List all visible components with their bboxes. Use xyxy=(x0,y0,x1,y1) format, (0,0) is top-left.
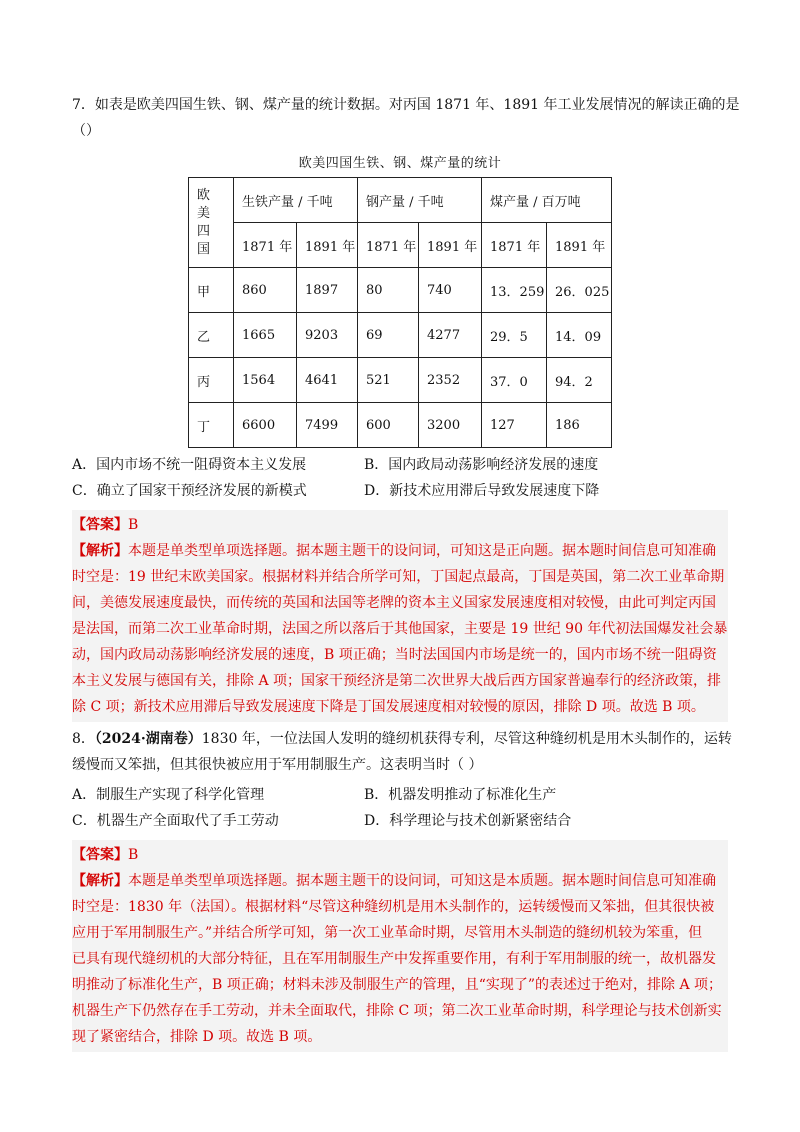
table-row xyxy=(189,403,612,448)
q7-analysis-line: 除 C 项；新技术应用滞后导致发展速度下降是丁国发展速度相对较慢的原因，排除 D 项。故选 B 项。 xyxy=(72,699,705,715)
q7-answer-block xyxy=(72,510,728,722)
table-cell: 127 xyxy=(482,403,547,448)
table-cell: 9203 xyxy=(297,313,358,358)
question-8 xyxy=(72,726,732,1052)
q7-analysis-line: 动，国内政局动荡影响经济发展的速度，B 项正确；当时法国国内市场是统一的，国内市场不统一阻碍资 xyxy=(72,647,717,663)
answer-label: 【答案】 xyxy=(72,517,128,533)
year-header: 1871 年 xyxy=(234,223,297,268)
production-table xyxy=(188,177,612,448)
q8-analysis-line: 机器生产下仍然存在手工劳动，并未全面取代，排除 C 项；第二次工业革命时期，科学理论与技术创新实 xyxy=(72,1003,722,1019)
q8-analysis-line: 明推动了标准化生产，B 项正确；材料未涉及制服生产的管理，且“实现了”的表述过于绝对，排除 A 项； xyxy=(72,977,723,993)
table-cell: 2352 xyxy=(419,358,482,403)
coal-header: 煤产量 / 百万吨 xyxy=(482,178,612,223)
q8-stem-line-1 xyxy=(72,726,732,752)
q7-option-b: B．国内政局动荡影响经济发展的速度 xyxy=(364,457,599,473)
country-cell: 丁 xyxy=(189,403,234,448)
year-header: 1891 年 xyxy=(547,223,612,268)
q8-options xyxy=(72,782,728,834)
table-cell: 94．2 xyxy=(547,358,612,403)
steel-header: 钢产量 / 千吨 xyxy=(358,178,482,223)
q7-analysis-line: 时空是：19 世纪末欧美国家。根据材料并结合所学可知，丁国起点最高，丁国是英国，第二次工业革命期 xyxy=(72,569,725,585)
table-row xyxy=(189,358,612,403)
q7-analysis-line: 是法国，而第二次工业革命时期，法国之所以落后于其他国家，主要是 19 世纪 90 年代初法国爆发社会暴 xyxy=(72,621,728,637)
analysis-text: 本题是单类型单项选择题。据本题主题干的设问词，可知这是正向题。据本题时间信息可知准确 xyxy=(128,543,716,559)
table-row xyxy=(189,268,612,313)
table-cell: 860 xyxy=(234,268,297,313)
country-header-label: 欧美四国 xyxy=(197,187,211,257)
analysis-label: 【解析】 xyxy=(72,873,128,889)
q7-option-c: C．确立了国家干预经济发展的新模式 xyxy=(72,483,307,499)
table-caption: 欧美四国生铁、钢、煤产量的统计 xyxy=(298,156,502,171)
analysis-label: 【解析】 xyxy=(72,543,128,559)
q7-option-d: D．新技术应用滞后导致发展速度下降 xyxy=(364,483,600,499)
document-page xyxy=(72,92,740,1052)
question-7 xyxy=(72,92,740,722)
country-cell: 甲 xyxy=(189,268,234,313)
table-cell: 3200 xyxy=(419,403,482,448)
table-cell: 740 xyxy=(419,268,482,313)
year-header: 1871 年 xyxy=(482,223,547,268)
analysis-text: 本题是单类型单项选择题。据本题主题干的设问词，可知这是本质题。据本题时间信息可知准确 xyxy=(128,873,716,889)
q7-analysis-line: 间，美德发展速度最快，而传统的英国和法国等老牌的资本主义国家发展速度相对较慢，由此可判定丙国 xyxy=(72,595,716,611)
table-row xyxy=(189,313,612,358)
q8-stem-text: 1830 年，一位法国人发明的缝纫机获得专利，尽管这种缝纫机是用木头制作的，运转 xyxy=(201,731,732,747)
q8-analysis-line: 时空是：1830 年（法国）。根据材料“尽管这种缝纫机是用木头制作的，运转缓慢而又笨拙，但其很快被 xyxy=(72,899,715,915)
table-cell: 600 xyxy=(358,403,419,448)
table-cell: 4277 xyxy=(419,313,482,358)
table-cell: 4641 xyxy=(297,358,358,403)
q8-option-c: C．机器生产全面取代了手工劳动 xyxy=(72,813,279,829)
table-cell: 69 xyxy=(358,313,419,358)
pig-iron-header: 生铁产量 / 千吨 xyxy=(234,178,358,223)
q7-analysis-line: 本主义发展与德国有关，排除 A 项；国家干预经济是第二次世界大战后西方国家普遍奉行的经济政策，排 xyxy=(72,673,722,689)
q8-stem-line-2: 缓慢而又笨拙，但其很快被应用于军用制服生产。这表明当时（ ） xyxy=(72,757,483,773)
q8-option-b: B．机器发明推动了标准化生产 xyxy=(364,787,557,803)
answer-label: 【答案】 xyxy=(72,847,128,863)
table-cell: 521 xyxy=(358,358,419,403)
table-cell: 29．5 xyxy=(482,313,547,358)
table-cell: 14．09 xyxy=(547,313,612,358)
q8-analysis-line: 应用于军用制服生产。”并结合所学可知，第一次工业革命时期，尽管用木头制造的缝纫机较为笨重，但 xyxy=(72,925,703,941)
q8-number: 8． xyxy=(72,731,95,747)
q8-option-a: A．制服生产实现了科学化管理 xyxy=(72,787,265,803)
year-header: 1871 年 xyxy=(358,223,419,268)
q8-option-d: D．科学理论与技术创新紧密结合 xyxy=(364,813,572,829)
q7-options xyxy=(72,452,728,504)
year-header: 1891 年 xyxy=(419,223,482,268)
table-cell: 1897 xyxy=(297,268,358,313)
table-cell: 6600 xyxy=(234,403,297,448)
q7-stem-line-2: （） xyxy=(72,123,100,139)
q7-stem-line-1: 7．如表是欧美四国生铁、钢、煤产量的统计数据。对丙国 1871 年、1891 年工业发展情况的解读正确的是 xyxy=(72,97,740,113)
answer-value: B xyxy=(128,517,139,533)
table-cell: 1564 xyxy=(234,358,297,403)
table-cell: 186 xyxy=(547,403,612,448)
q8-analysis-line xyxy=(72,868,728,894)
q7-analysis-line xyxy=(72,538,728,564)
table-cell: 7499 xyxy=(297,403,358,448)
country-header xyxy=(189,178,234,268)
table-cell: 13．259 xyxy=(482,268,547,313)
q8-analysis-line: 现了紧密结合，排除 D 项。故选 B 项。 xyxy=(72,1029,322,1045)
q8-answer xyxy=(72,842,728,868)
table-cell: 26．025 xyxy=(547,268,612,313)
country-cell: 丙 xyxy=(189,358,234,403)
q7-option-a: A．国内市场不统一阻碍资本主义发展 xyxy=(72,457,307,473)
q8-analysis-line: 已具有现代缝纫机的大部分特征，且在军用制服生产中发挥重要作用，有利于军用制服的统一，故机器发 xyxy=(72,951,716,967)
table-cell: 80 xyxy=(358,268,419,313)
q7-answer xyxy=(72,512,728,538)
q8-answer-block xyxy=(72,840,728,1052)
table-cell: 37．0 xyxy=(482,358,547,403)
answer-value: B xyxy=(128,847,139,863)
country-cell: 乙 xyxy=(189,313,234,358)
table-cell: 1665 xyxy=(234,313,297,358)
q8-source: （2024·湖南卷） xyxy=(94,731,202,747)
year-header: 1891 年 xyxy=(297,223,358,268)
